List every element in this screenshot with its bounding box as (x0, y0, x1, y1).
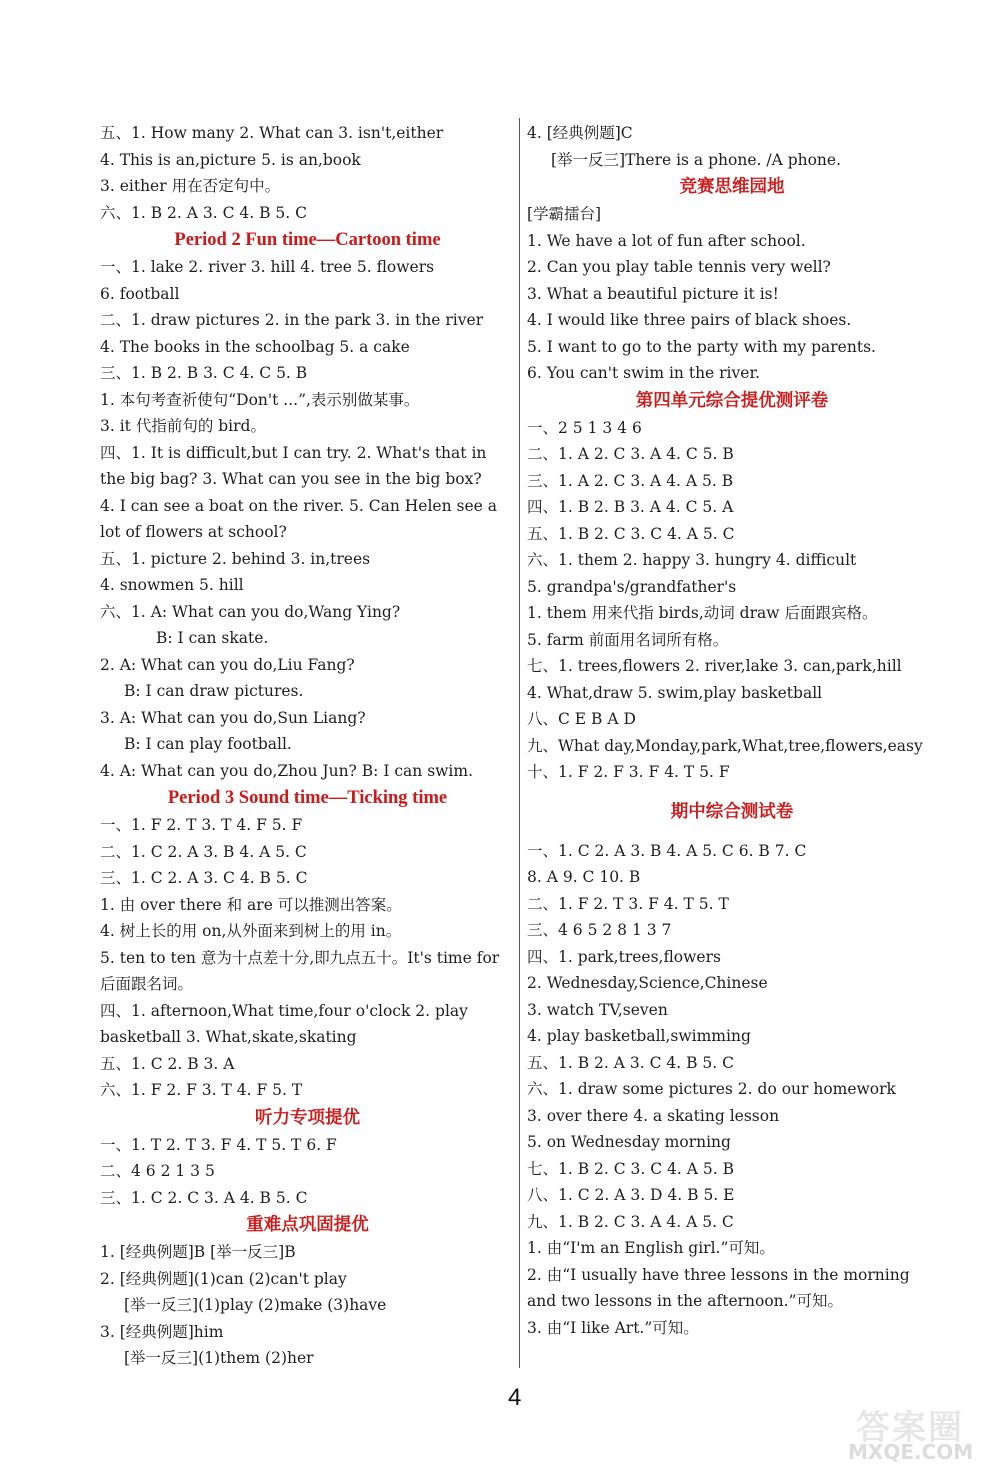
answer-line: 六、1. draw some pictures 2. do our homework (527, 1080, 896, 1098)
answer-line: 五、1. picture 2. behind 3. in,trees (100, 549, 371, 568)
section-heading-unit-4-test: 第四单元综合提优测评卷 (635, 390, 829, 411)
answer-line: 4. snowmen 5. hill (100, 576, 244, 594)
watermark-url: MXQE.COM (848, 1440, 974, 1464)
answer-line: 3. over there 4. a skating lesson (527, 1106, 780, 1125)
answer-line: 8. A 9. C 10. B (527, 868, 641, 886)
answer-line: 3. [经典例题]him (100, 1322, 224, 1341)
section-heading-competition: 竞赛思维园地 (679, 177, 785, 197)
watermark-text: 答案圈 (856, 1408, 964, 1448)
answer-line: 5. I want to go to the party with my parents. (527, 337, 876, 356)
answer-line: 一、1. C 2. A 3. B 4. A 5. C 6. B 7. C (527, 841, 807, 860)
answer-line: 四、1. B 2. B 3. A 4. C 5. A (527, 498, 734, 516)
answer-line: 4. I would like three pairs of black shoes. (527, 311, 852, 329)
answer-line: 2. [经典例题](1)can (2)can't play (100, 1269, 347, 1288)
answer-line: 一、1. F 2. T 3. T 4. F 5. F (100, 816, 303, 834)
answer-line: 5. on Wednesday morning (527, 1133, 731, 1151)
answer-line: 2. Wednesday,Science,Chinese (527, 974, 768, 992)
answer-line: 3. What a beautiful picture it is! (527, 284, 779, 303)
answer-line: 七、1. B 2. C 3. C 4. A 5. B (527, 1159, 734, 1178)
answer-line: 6. football (100, 284, 180, 303)
answer-line: 6. You can't swim in the river. (527, 364, 761, 382)
watermark-logo (842, 1400, 992, 1462)
answer-note: 3. it 代指前句的 bird。 (100, 417, 266, 435)
answer-line: B: I can draw pictures. (124, 682, 304, 700)
answer-line: 九、What day,Monday,park,What,tree,flowers,easy (527, 736, 923, 755)
section-heading-period-3: Period 3 Sound time—Ticking time (167, 788, 448, 808)
answer-note: 5. farm 前面用名词所有格。 (527, 630, 729, 649)
answer-line: 二、1. F 2. T 3. F 4. T 5. T (527, 894, 729, 913)
answer-line: 四、1. afternoon,What time,four o'clock 2. play basketball 3. What,skate,skating (100, 1001, 468, 1046)
answer-line: 四、1. park,trees,flowers (527, 947, 721, 966)
answer-line: 二、1. draw pictures 2. in the park 3. in the river (100, 311, 484, 329)
answer-note: 2. 由“I usually have three lessons in the morning and two lessons in the afternoon.”可知。 (527, 1265, 910, 1310)
section-heading-period-2: Period 2 Fun time—Cartoon time (174, 230, 441, 250)
answer-line: 一、2 5 1 3 4 6 (527, 418, 642, 437)
answer-line: 十、1. F 2. F 3. F 4. T 5. F (527, 763, 730, 781)
answer-line: 1. [经典例题]B [举一反三]B (100, 1243, 296, 1261)
answer-line: 4. play basketball,swimming (527, 1027, 751, 1045)
answer-line: 九、1. B 2. C 3. A 4. A 5. C (527, 1212, 734, 1231)
section-heading-midterm-test: 期中综合测试卷 (670, 801, 794, 822)
answer-line: 4. The books in the schoolbag 5. a cake (100, 337, 410, 356)
answer-line: 4. What,draw 5. swim,play basketball (527, 683, 823, 702)
answer-line: 2. A: What can you do,Liu Fang? (100, 655, 355, 674)
answer-line: 三、1. A 2. C 3. A 4. A 5. B (527, 471, 734, 490)
answer-line: 二、4 6 2 1 3 5 (100, 1162, 215, 1180)
answer-line: B: I can play football. (124, 735, 292, 753)
answer-line: 六、1. them 2. happy 3. hungry 4. difficult (527, 551, 857, 569)
answer-note: 3. 由“I like Art.”可知。 (527, 1318, 699, 1337)
answer-note: 1. 本句考查祈使句“Don't ...”,表示别做某事。 (100, 390, 420, 409)
column-divider (519, 118, 520, 1368)
answer-note: 5. ten to ten 意为十点差十分,即九点五十。It's time for 后面跟名词。 (100, 948, 500, 993)
answer-line: 三、1. B 2. B 3. C 4. C 5. B (100, 364, 308, 382)
answer-line: 八、1. C 2. A 3. D 4. B 5. E (527, 1186, 735, 1204)
answer-line: 三、1. C 2. A 3. C 4. B 5. C (100, 869, 308, 887)
answer-note: 1. them 用来代指 birds,动词 draw 后面跟宾格。 (527, 604, 878, 622)
answer-line: 五、1. B 2. A 3. C 4. B 5. C (527, 1053, 734, 1072)
right-column (527, 120, 937, 1341)
answer-line: 五、1. B 2. C 3. C 4. A 5. C (527, 524, 735, 543)
answer-note: 1. 由 over there 和 are 可以推测出答案。 (100, 895, 402, 914)
answer-line: 七、1. trees,flowers 2. river,lake 3. can,park,hill (527, 657, 902, 675)
answer-line: 1. We have a lot of fun after school. (527, 231, 806, 250)
answer-note: 4. 树上长的用 on,从外面来到树上的用 in。 (100, 922, 402, 940)
answer-line: B: I can skate. (156, 629, 269, 647)
answer-line: [举一反三](1)them (2)her (124, 1349, 314, 1367)
answer-line: 六、1. F 2. F 3. T 4. F 5. T (100, 1081, 303, 1099)
answer-line: 4. A: What can you do,Zhou Jun? B: I can swim. (100, 761, 474, 780)
answer-line: 八、C E B A D (527, 710, 636, 728)
section-heading-listening: 听力专项提优 (255, 1107, 360, 1128)
answer-line: 六、1. A: What can you do,Wang Ying? (100, 602, 401, 621)
answer-line: 五、1. C 2. B 3. A (100, 1054, 235, 1073)
answer-line: 4. I can see a boat on the river. 5. Can Helen see a lot of flowers at school? (100, 496, 497, 541)
left-column (100, 120, 515, 1372)
answer-line: 三、1. C 2. C 3. A 4. B 5. C (100, 1188, 308, 1207)
answer-line: 一、1. lake 2. river 3. hill 4. tree 5. flowers (100, 258, 435, 276)
answer-note: 1. 由“I'm an English girl.”可知。 (527, 1239, 775, 1257)
page-number: 4 (508, 1384, 522, 1411)
answer-line: 一、1. T 2. T 3. F 4. T 5. T 6. F (100, 1135, 337, 1154)
answer-line: 3. A: What can you do,Sun Liang? (100, 708, 366, 727)
answer-line: 5. grandpa's/grandfather's (527, 577, 737, 596)
answer-line: 二、1. C 2. A 3. B 4. A 5. C (100, 842, 307, 861)
section-heading-key-points: 重难点巩固提优 (246, 1215, 369, 1235)
answer-line: 四、1. It is difficult,but I can try. 2. What's that in the big bag? 3. What can you see in the big box? (100, 443, 487, 488)
answer-line: [学霸擂台] (527, 205, 602, 223)
answer-line: 五、1. How many 2. What can 3. isn't,either (100, 124, 444, 142)
answer-line: [举一反三]There is a phone. /A phone. (551, 150, 842, 169)
answer-line: 六、1. B 2. A 3. C 4. B 5. C (100, 203, 307, 222)
answer-line: 3. either 用在否定句中。 (100, 177, 281, 195)
answer-line: 3. watch TV,seven (527, 1000, 668, 1019)
answer-line: [举一反三](1)play (2)make (3)have (124, 1296, 387, 1314)
answer-line: 4. This is an,picture 5. is an,book (100, 150, 361, 169)
answer-line: 二、1. A 2. C 3. A 4. C 5. B (527, 445, 734, 463)
answer-line: 4. [经典例题]C (527, 124, 633, 142)
answer-line: 三、4 6 5 2 8 1 3 7 (527, 921, 672, 939)
answer-line: 2. Can you play table tennis very well? (527, 258, 831, 276)
